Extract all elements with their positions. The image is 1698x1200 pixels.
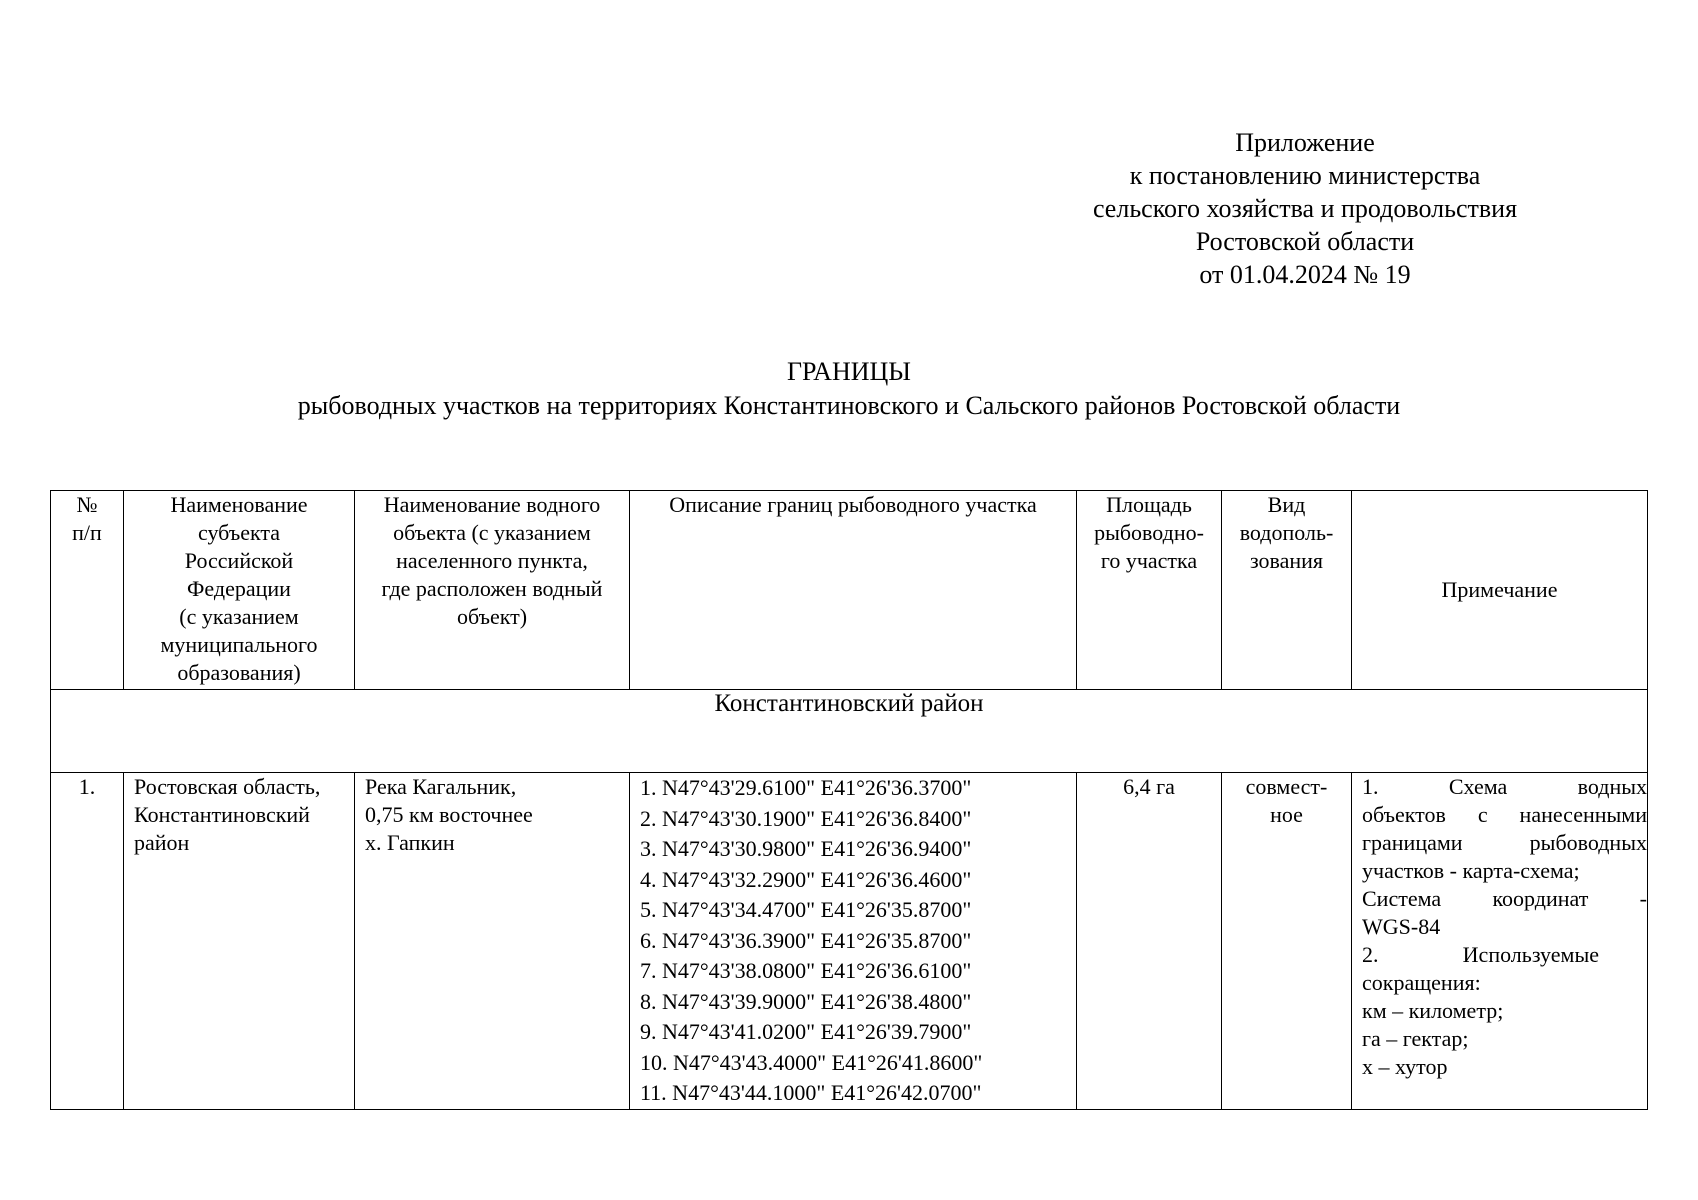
appendix-line: к постановлению министерства (1129, 161, 1481, 190)
coordinate-point: 6. N47°43'36.3900" E41°26'35.8700" (640, 927, 972, 953)
coordinate-point: 5. N47°43'34.4700" E41°26'35.8700" (640, 897, 972, 922)
row-subject: Ростовская область, Константиновский район (124, 773, 355, 1110)
coordinate-point: 7. N47°43'38.0800" E41°26'36.6100" (640, 958, 972, 983)
row-water-object: Река Кагальник, 0,75 км восточнее х. Гапкин (355, 773, 630, 1110)
appendix-block (1060, 126, 1550, 291)
coordinate-point: 4. N47°43'32.2900" E41°26'36.4600" (640, 866, 972, 892)
row-coordinates (630, 773, 1077, 1110)
row-usage: совмест- ное (1222, 773, 1352, 1110)
document-title (0, 355, 1698, 423)
header-subject: Наименование субъекта Российской Федерации (с указанием муниципального образования) (124, 491, 355, 690)
header-usage: Вид водополь- зования (1222, 491, 1352, 690)
coordinate-point: 8. N47°43'39.9000" E41°26'38.4800" (640, 988, 972, 1014)
table-header-row (51, 491, 1648, 690)
header-area: Площадь рыбоводно- го участка (1077, 491, 1222, 690)
row-num: 1. (51, 773, 124, 1110)
coordinate-point: 1. N47°43'29.6100" E41°26'36.3700" (640, 775, 972, 800)
appendix-line: Приложение (1235, 128, 1375, 157)
appendix-line: от 01.04.2024 № 19 (1199, 260, 1411, 289)
district-name: Константиновский район (51, 690, 1648, 773)
appendix-line: Ростовской области (1195, 227, 1415, 256)
coordinate-point: 11. N47°43'44.1000" E41°26'42.0700" (640, 1080, 982, 1105)
title-heading: ГРАНИЦЫ (787, 357, 911, 386)
row-area: 6,4 га (1077, 773, 1222, 1110)
boundaries-table (50, 490, 1648, 1110)
coordinate-point: 2. N47°43'30.1900" E41°26'36.8400" (640, 805, 972, 831)
table-row (51, 773, 1648, 1110)
header-note: Примечание (1352, 491, 1648, 690)
coordinate-point: 10. N47°43'43.4000" E41°26'41.8600" (640, 1049, 983, 1075)
title-subheading: рыбоводных участков на территориях Константиновского и Сальского районов Ростовской области (297, 391, 1401, 420)
header-water-object: Наименование водного объекта (с указанием населенного пункта, где расположен водный объект) (355, 491, 630, 690)
header-num: № п/п (51, 491, 124, 690)
header-boundaries: Описание границ рыбоводного участка (630, 491, 1077, 690)
coordinate-point: 9. N47°43'41.0200" E41°26'39.7900" (640, 1019, 972, 1044)
district-row (51, 690, 1648, 773)
row-note: 1. Схема водных объектов с нанесенными границами рыбоводных участков - карта-схема; Система координат - WGS-84 2. Используемые сокращения: км – километр; га – гектар; х – хутор (1352, 773, 1648, 1110)
appendix-line: сельского хозяйства и продовольствия (1092, 194, 1518, 223)
coordinate-point: 3. N47°43'30.9800" E41°26'36.9400" (640, 836, 972, 861)
